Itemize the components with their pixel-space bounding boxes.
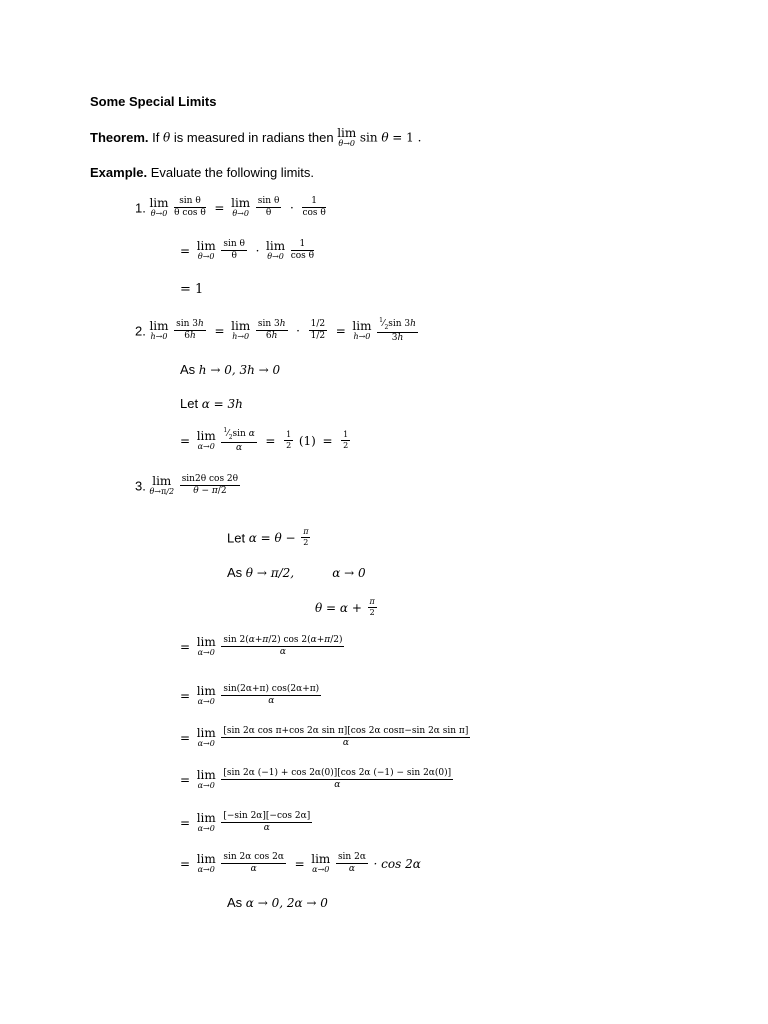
example-label: Example. xyxy=(90,165,148,180)
theorem-text-1: If xyxy=(152,130,160,145)
ex3-line1: 3. lim θ→π/2 $\frac{\text{sin2θ cos 2θ}}{\theta - \pi/2}$ xyxy=(135,474,239,497)
ex1-line1: 1. lim θ→0 $\frac{\text{sin θ}}{\text{θ cos θ}}$ = lim θ→0 $\frac{\text{sin θ}}{\theta}$ · $\frac{1}{\text{cos θ}}$ xyxy=(135,196,326,219)
ex3-step3: = lim α→0 $\frac{\text{[sin 2α cos π+cos 2α sin π][cos 2α cosπ−sin 2α sin π]}}{\alpha}$ xyxy=(180,726,469,749)
ex3-number: 3. xyxy=(135,478,146,494)
ex2-line1: 2. lim h→0 $\frac{\sin 3h}{6h}$ = lim h→0 $\frac{\sin 3h}{6h}$ · $\frac{1/2}{1/2}$ = lim h→0 $\frac{^1⁄_2\sin 3h}{3h}$ xyxy=(135,317,416,344)
theorem-label: Theorem. xyxy=(90,130,149,145)
theorem-text-3: = 1 . xyxy=(392,130,422,145)
ex1-line3: = 1 xyxy=(180,282,204,297)
ex3-step5: = lim α→0 $\frac{[-\sin 2\alpha][-\cos 2\alpha]}{\alpha}$ xyxy=(180,811,311,834)
ex3-let-line: Let α = θ − $\frac{\pi}{2}$ xyxy=(227,527,309,548)
ex2-as-line: As h → 0, 3h → 0 xyxy=(180,362,281,377)
ex3-step1: = lim α→0 $\frac{\sin 2(\alpha+\pi/2) \cos 2(\alpha+\pi/2)}{\alpha}$ xyxy=(180,635,343,658)
ex3-step4: = lim α→0 $\frac{[\sin 2\alpha (-1) + \cos 2\alpha(0)][\cos 2\alpha (-1) - \sin 2\alpha(0)]}{\alpha}$ xyxy=(180,768,452,791)
ex3-theta-line: θ = α + $\frac{\pi}{2}$ xyxy=(315,597,375,618)
example-line xyxy=(90,166,314,179)
ex3-step2: = lim α→0 $\frac{\sin(2\alpha+\pi) \cos(2\alpha+\pi)}{\alpha}$ xyxy=(180,684,320,707)
ex2-result-line: = lim α→0 $\frac{^1⁄_2\sin \alpha}{\alpha}$ = $\frac{1}{2}$ (1) = $\frac{1}{2}$ xyxy=(180,427,349,454)
theorem-line: Theorem. If θ is measured in radians then lim θ→0 sin θ = 1 . xyxy=(90,126,422,148)
ex3-last-line: As α → 0, 2α → 0 xyxy=(227,895,328,910)
ex2-let-line: Let α = 3h xyxy=(180,396,243,411)
example-text: Evaluate the following limits. xyxy=(150,165,315,180)
limit-operator: lim θ→0 xyxy=(337,126,357,148)
ex2-number: 2. xyxy=(135,323,146,339)
ex3-as-line: As θ → π/2, α → 0 xyxy=(227,565,366,580)
page-title: Some Special Limits xyxy=(90,94,217,109)
theorem-text-2: is measured in radians then xyxy=(173,130,334,145)
ex1-line2: = lim θ→0 $\frac{\text{sin θ}}{\theta}$ · lim θ→0 $\frac{1}{\text{cos θ}}$ xyxy=(180,239,315,262)
ex3-step6: = lim α→0 $\frac{\text{sin 2α cos 2α}}{\alpha}$ = lim α→0 $\frac{\sin 2\alpha}{\alpha}$ · cos 2α xyxy=(180,852,421,875)
ex1-number: 1. xyxy=(135,200,146,216)
